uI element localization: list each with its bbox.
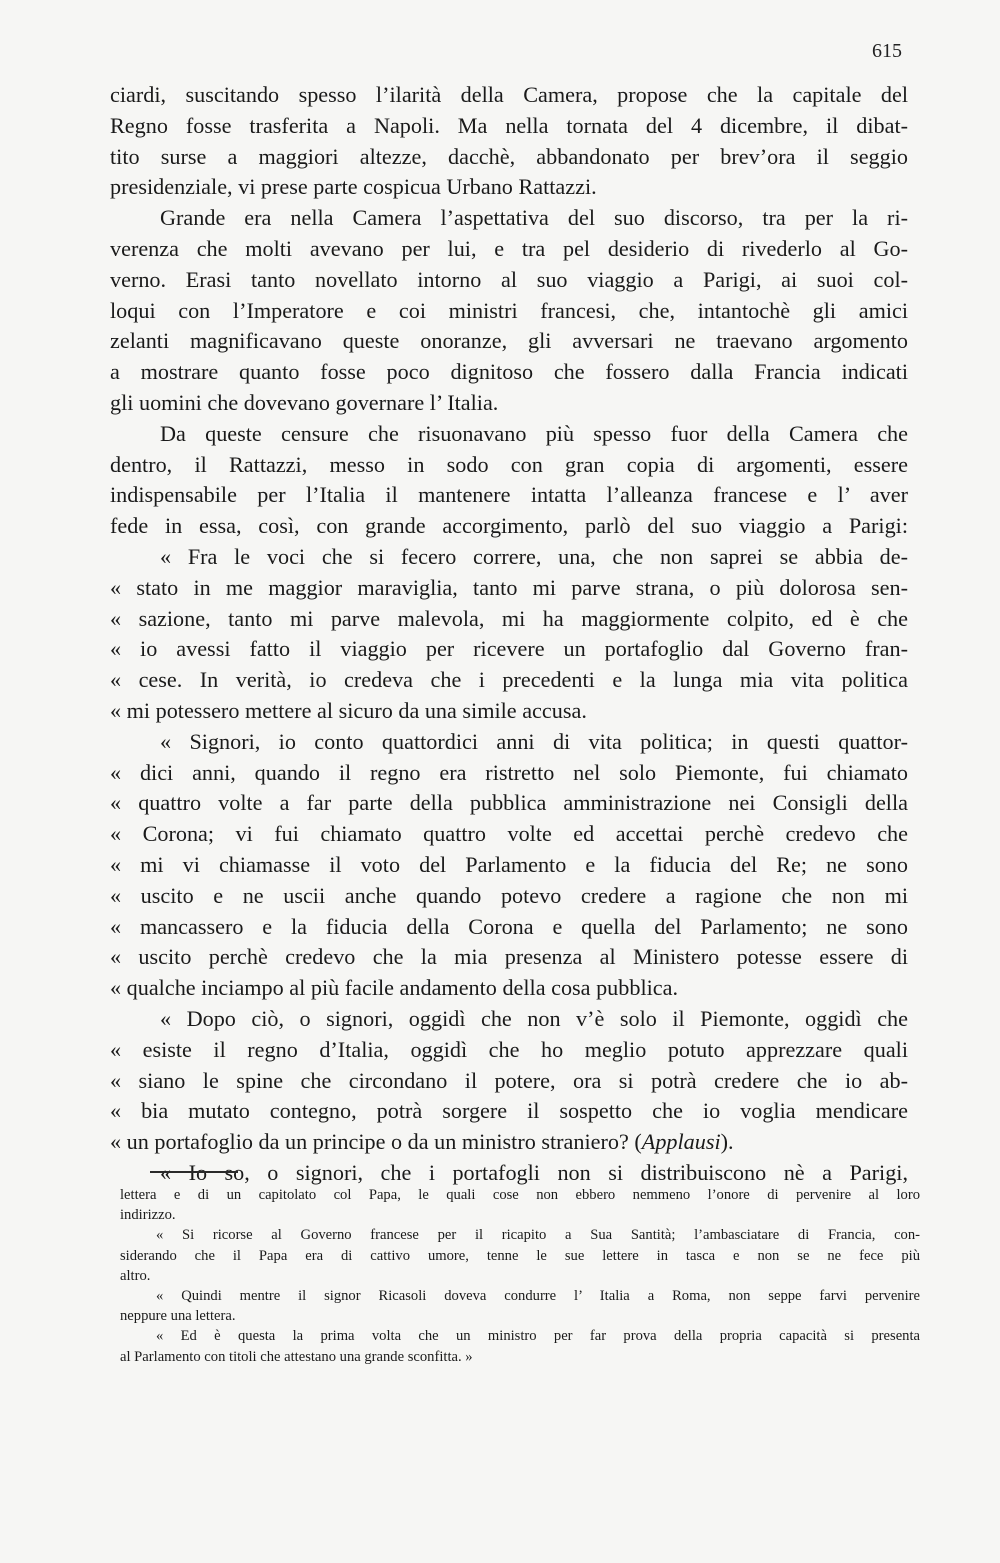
text-line: verno. Erasi tanto novellato intorno al suo viaggio a Parigi, ai suoi col- [110, 266, 908, 292]
text-line: « dici anni, quando il regno era ristretto nel solo Piemonte, fui chiamato [110, 759, 908, 785]
text-line: presidenziale, vi prese parte cospicua Urbano Rattazzi. [110, 174, 597, 200]
text-line: « io avessi fatto il viaggio per ricevere un portafoglio dal Governo fran- [110, 636, 908, 662]
footnote-line: indirizzo. [120, 1207, 176, 1224]
text-line: « mancassero e la fiducia della Corona e quella del Parlamento; ne sono [110, 913, 908, 939]
text-line: « cese. In verità, io credeva che i precedenti e la lunga mia vita politica [110, 667, 908, 693]
text-line: zelanti magnificavano queste onoranze, gli avversari ne traevano argomento [110, 328, 908, 354]
text-line: « qualche inciampo al più facile andamento della cosa pubblica. [110, 975, 679, 1001]
italic-word: Applausi [641, 1129, 721, 1155]
footnote-divider [150, 1171, 238, 1173]
text-line: « uscito perchè credevo che la mia presenza al Ministero potesse essere di [110, 944, 908, 970]
text-line: « sazione, tanto mi parve malevola, mi ha maggiormente colpito, ed è che [110, 605, 908, 631]
footnote-line: siderando che il Papa era di cattivo umore, tenne le sue lettere in tasca e non se ne fece più [120, 1247, 920, 1264]
text-line: « mi potessero mettere al sicuro da una simile accusa. [110, 697, 587, 723]
text-line: fede in essa, così, con grande accorgimento, parlò del suo viaggio a Parigi: [110, 513, 908, 539]
footnotes [120, 1185, 920, 1367]
text-line: « uscito e ne uscii anche quando potevo credere a ragione che non mi [110, 882, 908, 908]
text-line: « Io so, o signori, che i portafogli non si distribuiscono nè a Parigi, [160, 1159, 908, 1185]
text-line: indispensabile per l’Italia il mantenere intatta l’alleanza francese e l’ aver [110, 482, 908, 508]
text-line: Grande era nella Camera l’aspettativa del suo discorso, tra per la ri- [160, 205, 908, 231]
text-line: « Corona; vi fui chiamato quattro volte ed accettai perchè credevo che [110, 821, 908, 847]
footnote-line: « Quindi mentre il signor Ricasoli doveva condurre l’ Italia a Roma, non seppe farvi pervenire [156, 1287, 920, 1304]
text-line: « Dopo ciò, o signori, oggidì che non v’è solo il Piemonte, oggidì che [160, 1005, 908, 1031]
text-line: « quattro volte a far parte della pubblica amministrazione nei Consigli della [110, 790, 908, 816]
text-line: « bia mutato contegno, potrà sorgere il sospetto che io voglia mendicare [110, 1098, 908, 1124]
footnote-line: altro. [120, 1267, 151, 1284]
footnote-line: « Si ricorse al Governo francese per il ricapito a Sua Santità; l’ambasciatare di Francia, con- [156, 1227, 920, 1244]
text-line: verenza che molti avevano per lui, e tra pel desiderio di rivederlo al Go- [110, 235, 908, 261]
page-number: 615 [872, 40, 902, 62]
text-line: loqui con l’Imperatore e coi ministri francesi, che, intantochè gli amici [110, 297, 908, 323]
footnote-line: neppure una lettera. [120, 1308, 236, 1325]
main-text [110, 80, 908, 1189]
footnote-line: al Parlamento con titoli che attestano una grande sconfitta. » [120, 1348, 473, 1365]
text-line: « Signori, io conto quattordici anni di vita politica; in questi quattor- [160, 728, 908, 754]
text-line: tito surse a maggiori altezze, dacchè, abbandonato per brev’ora il seggio [110, 143, 908, 169]
text-line: « Fra le voci che si fecero correre, una, che non saprei se abbia de- [160, 543, 908, 569]
text-line: dentro, il Rattazzi, messo in sodo con gran copia di argomenti, essere [110, 451, 908, 477]
text-line: gli uomini che dovevano governare l’ Italia. [110, 389, 499, 415]
text-line: « siano le spine che circondano il potere, ora si potrà credere che io ab- [110, 1067, 908, 1093]
footnote-line: lettera e di un capitolato col Papa, le quali cose non ebbero nemmeno l’onore di pervenire al loro [120, 1187, 920, 1203]
text-line: ciardi, suscitando spesso l’ilarità della Camera, propose che la capitale del [110, 82, 908, 107]
text-line: « esiste il regno d’Italia, oggidì che ho meglio potuto apprezzare quali [110, 1036, 908, 1062]
text-line: a mostrare quanto fosse poco dignitoso che fossero dalla Francia indicati [110, 359, 908, 385]
text-line: Da queste censure che risuonavano più spesso fuor della Camera che [160, 420, 908, 446]
text-line: « mi vi chiamasse il voto del Parlamento e la fiducia del Re; ne sono [110, 851, 908, 877]
text-line: « un portafoglio da un principe o da un ministro straniero? (Applausi). [110, 1129, 734, 1155]
text-line: Regno fosse trasferita a Napoli. Ma nella tornata del 4 dicembre, il dibat- [110, 112, 908, 138]
footnote-line: « Ed è questa la prima volta che un ministro per far prova della propria capacità si presenta [156, 1328, 920, 1345]
text-line: « stato in me maggior maraviglia, tanto mi parve strana, o più dolorosa sen- [110, 574, 908, 600]
